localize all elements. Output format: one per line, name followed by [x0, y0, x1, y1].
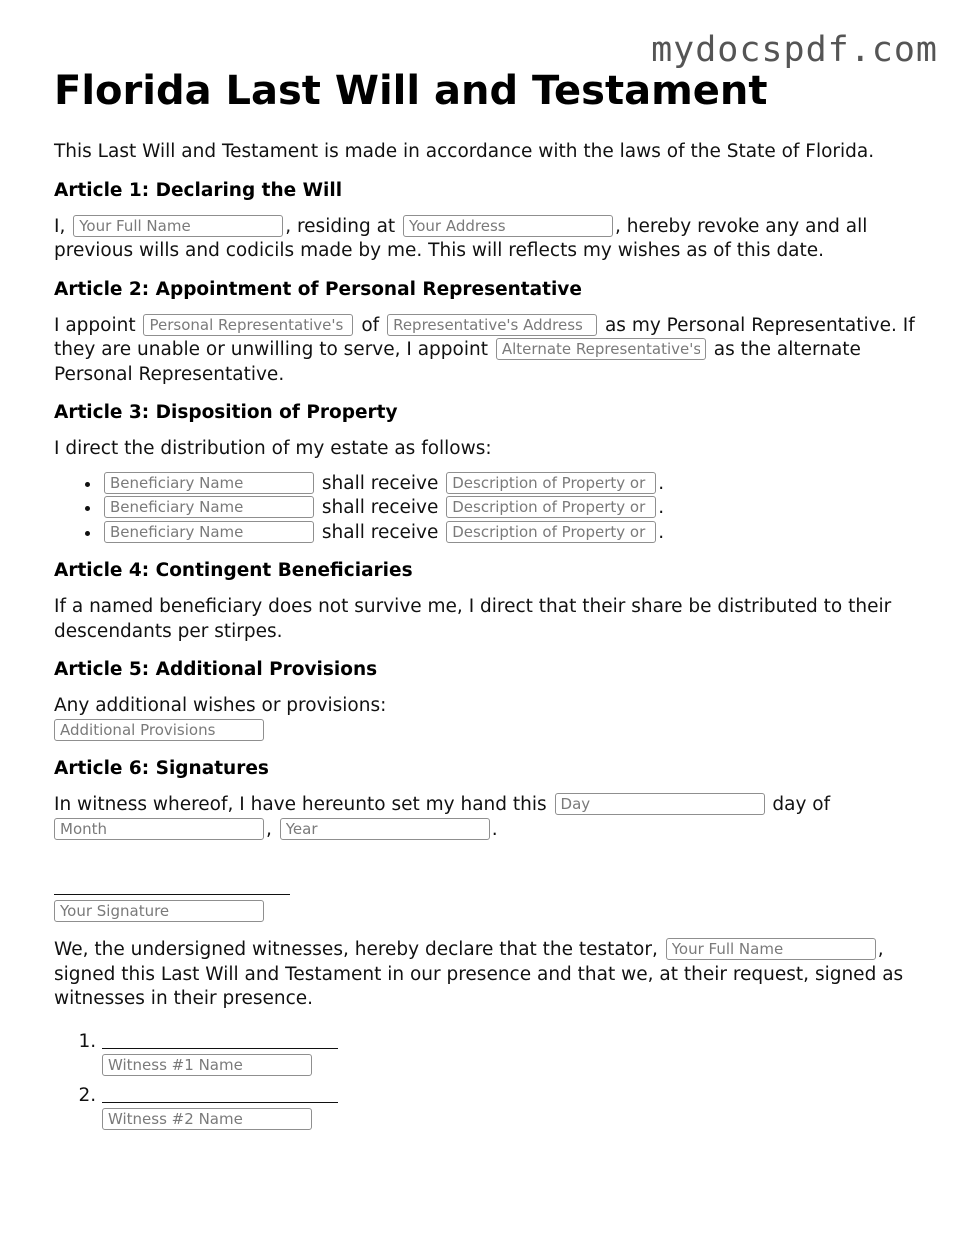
- list-item: [102, 521, 924, 546]
- additional-wishes-label: Any additional wishes or provisions:: [54, 695, 387, 716]
- a2-text-4: as the alternate Personal Representative.: [54, 339, 861, 385]
- a2-text-1: I appoint: [54, 314, 142, 336]
- list-item: [102, 1028, 924, 1078]
- article-3-text: I direct the distribution of my estate as follows:: [54, 438, 492, 459]
- list-item: [102, 472, 924, 497]
- period-text: .: [658, 497, 665, 518]
- alternate-representative-input[interactable]: [496, 338, 706, 360]
- article-5-heading: Article 5: Additional Provisions: [54, 659, 378, 680]
- intro-text: This Last Will and Testament is made in accordance with the laws of the State of Florida.: [54, 141, 875, 162]
- a1-text-1: I,: [54, 215, 72, 237]
- period-text: .: [658, 472, 665, 494]
- article-1-text: [54, 215, 924, 264]
- article-4-text: If a named beneficiary does not survive me, I direct that their share be distributed to their descendants per stirpes.: [54, 596, 892, 642]
- w-text-1: We, the undersigned witnesses, hereby declare that the testator,: [54, 939, 664, 960]
- a2-text-2: of: [355, 314, 386, 336]
- witness-list: [54, 1028, 924, 1132]
- article-2-text: [54, 314, 924, 388]
- year-input[interactable]: [280, 818, 490, 840]
- day-input[interactable]: [555, 793, 765, 815]
- full-name-input[interactable]: [73, 215, 283, 237]
- article-6-heading: Article 6: Signatures: [54, 758, 269, 779]
- signature-input[interactable]: [54, 900, 264, 922]
- a6-text-1: In witness whereof, I have hereunto set my hand this: [54, 794, 553, 815]
- signature-line: [54, 874, 290, 895]
- personal-representative-input[interactable]: [143, 314, 353, 336]
- list-item: [102, 496, 924, 521]
- a1-text-3: , hereby revoke any and all previous wills and codicils made by me. This will reflects my wishes as of this date.: [54, 215, 868, 261]
- property-list: [54, 472, 924, 546]
- article-1-heading: Article 1: Declaring the Will: [54, 179, 343, 201]
- shall-receive-text: shall receive: [316, 472, 445, 494]
- beneficiary-name-input[interactable]: [104, 521, 314, 543]
- shall-receive-text: shall receive: [316, 497, 445, 518]
- witness-1-name-input[interactable]: [102, 1054, 312, 1076]
- month-input[interactable]: [54, 818, 264, 840]
- watermark: mydocspdf.com: [651, 30, 938, 70]
- address-input[interactable]: [403, 215, 613, 237]
- article-4-heading: Article 4: Contingent Beneficiaries: [54, 560, 413, 581]
- period-text: .: [658, 521, 665, 543]
- list-item: [102, 1082, 924, 1132]
- article-2-heading: Article 2: Appointment of Personal Representative: [54, 278, 582, 300]
- article-6-text: [54, 793, 924, 842]
- article-3-heading: Article 3: Disposition of Property: [54, 402, 398, 423]
- property-description-input[interactable]: [446, 472, 656, 494]
- property-description-input[interactable]: [446, 496, 656, 518]
- beneficiary-name-input[interactable]: [104, 472, 314, 494]
- witness-signature-line: [102, 1082, 338, 1103]
- article-5-text: [54, 694, 924, 743]
- a6-text-3: ,: [266, 818, 278, 840]
- testator-name-input[interactable]: [666, 938, 876, 960]
- beneficiary-name-input[interactable]: [104, 496, 314, 518]
- page-title: Florida Last Will and Testament: [54, 68, 768, 114]
- a2-text-3: as my Personal Representative. If they are unable or unwilling to serve, I appoint: [54, 314, 915, 360]
- witness-declaration: [54, 938, 924, 1012]
- witness-2-name-input[interactable]: [102, 1108, 312, 1130]
- property-description-input[interactable]: [446, 521, 656, 543]
- a6-text-4: .: [491, 818, 498, 840]
- representative-address-input[interactable]: [387, 314, 597, 336]
- witness-signature-line: [102, 1028, 338, 1049]
- a1-text-2: , residing at: [285, 215, 402, 237]
- w-text-2: , signed this Last Will and Testament in our presence and that we, at their request, signed as witnesses in their presence.: [54, 939, 904, 1009]
- document-page: [54, 66, 924, 1136]
- shall-receive-text: shall receive: [316, 521, 445, 543]
- additional-provisions-input[interactable]: [54, 719, 264, 741]
- signature-block: [54, 874, 924, 924]
- a6-text-2: day of: [766, 794, 831, 815]
